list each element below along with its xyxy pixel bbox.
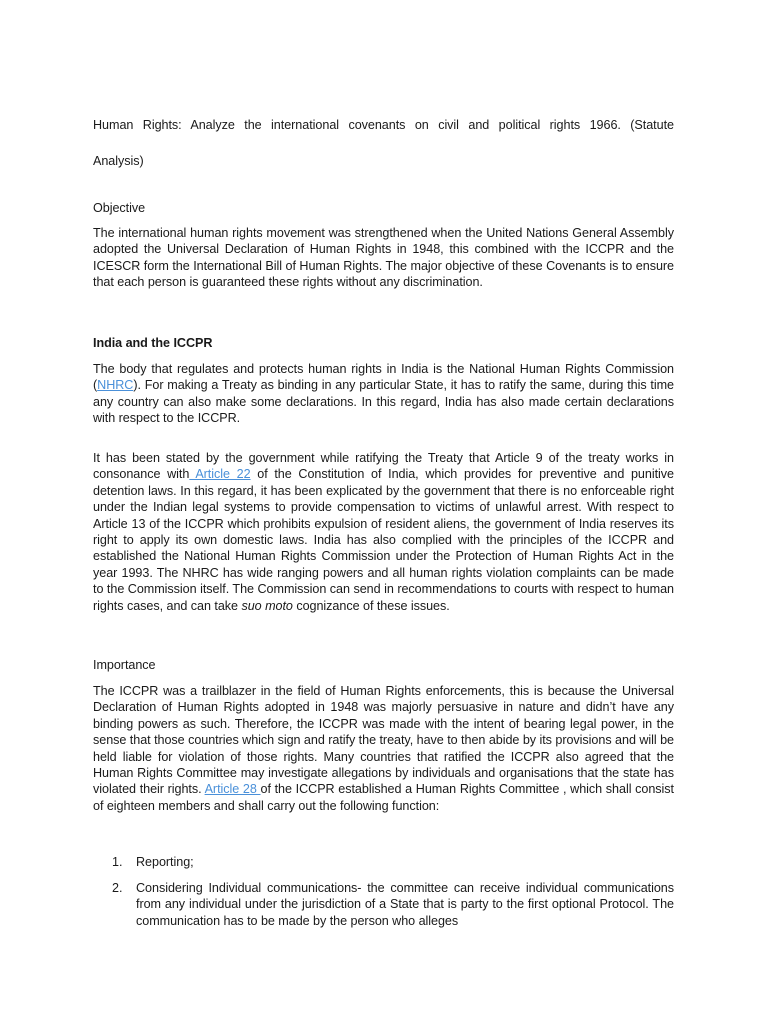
objective-heading: Objective <box>93 201 146 215</box>
importance-heading: Importance <box>93 658 156 672</box>
nhrc-link[interactable]: NHRC <box>97 378 134 393</box>
suo-moto-italic: suo moto <box>241 598 293 613</box>
india-iccpr-heading: India and the ICCPR <box>93 336 213 350</box>
india-p1-text-before: The body that regulates and protects human rights in India is the National Human Rights Commission ( <box>93 362 674 393</box>
importance-text-before: The ICCPR was a trailblazer in the field of Human Rights enforcements, this is because the Universal Declaration of Human Rights adopted in 1948 was majorly persuasive in nature and didn’t have any binding powers as such. Therefore, the ICCPR was made with the intent of bearing legal power, in the sense that those countries which sign and ratify the treaty, have to then abide by its provisions and will be held liable for violation of those rights. Many countries that ratified the ICCPR also agreed that the Human Rights Committee may investigate allegations by individuals and organisations that the state has violated their rights. <box>93 684 674 797</box>
india-p1-text-after: ). For making a Treaty as binding in any particular State, it has to ratify the same, during this time any country can also make some declarations. In this regard, India has also made certain declarations with respect to the ICCPR. <box>93 378 674 426</box>
list-item-number: 2. <box>112 881 123 895</box>
india-p2-text-after: cognizance of these issues. <box>292 598 450 613</box>
list-item <box>112 880 674 929</box>
importance-paragraph <box>93 683 674 814</box>
india-p2-text-middle: of the Constitution of India, which provides for preventive and punitive detention laws. In this regard, it has been explicated by the government that there is no enforceable right under the Indian legal systems to provide compensation to victims of unlawful arrest. With respect to Article 13 of the ICCPR which prohibits expulsion of resident aliens, the government of India reserves its right to apply its own domestic laws. India has also complied with the principles of the ICCPR and established the National Human Rights Commission under the Protection of Human Rights Act in the year 1993. The NHRC has wide ranging powers and all human rights violation complaints can be made to the Commission itself. The Commission can send in recommendations to courts with respect to human rights cases, and can take <box>93 467 674 613</box>
objective-paragraph: The international human rights movement was strengthened when the United Nations General Assembly adopted the Universal Declaration of Human Rights in 1948, this combined with the ICCPR and the ICESCR form the International Bill of Human Rights. The major objective of these Covenants is to ensure that each person is guaranteed these rights without any discrimination. <box>93 226 674 290</box>
article-22-link[interactable]: Article 22 <box>189 467 251 482</box>
importance-text-after: of the ICCPR established a Human Rights Committee , which shall consist of eighteen members and shall carry out the following function: <box>93 782 674 813</box>
list-item-number: 1. <box>112 855 123 869</box>
india-paragraph-2 <box>93 450 674 614</box>
list-item-text: Reporting; <box>136 855 194 869</box>
article-28-link[interactable]: Article 28 <box>204 782 261 797</box>
document-page <box>93 0 674 1024</box>
india-p2-text-before: It has been stated by the government while ratifying the Treaty that Article 9 of the treaty works in consonance with <box>93 451 674 482</box>
document-title-line-2: Analysis) <box>93 154 144 168</box>
list-item <box>112 854 674 870</box>
list-item-text: Considering Individual communications- the committee can receive individual communications from any individual under the jurisdiction of a State that is party to the first optional Protocol. The communication has to be made by the person who alleges <box>136 881 674 928</box>
document-title-line-1: Human Rights: Analyze the international covenants on civil and political rights 1966. (Statute <box>93 118 674 132</box>
india-paragraph-1 <box>93 361 674 427</box>
